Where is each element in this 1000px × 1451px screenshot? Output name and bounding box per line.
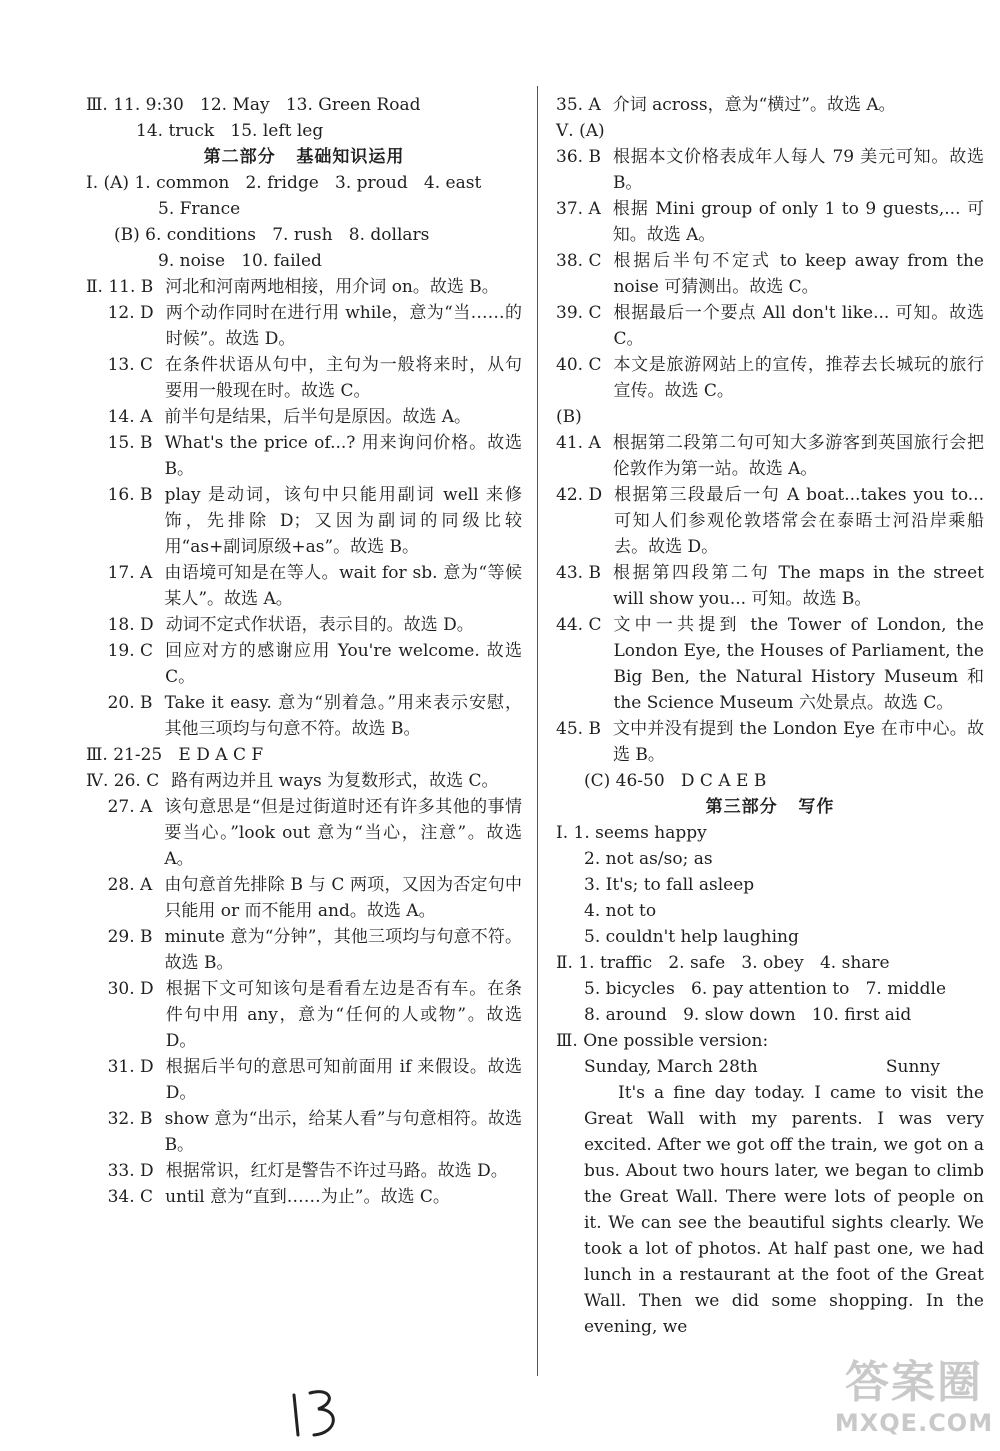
answer-item — [556, 92, 984, 118]
column-divider — [537, 86, 538, 1376]
answer-label: 30. D — [86, 979, 154, 999]
answer-label: 33. D — [86, 1161, 154, 1181]
answer-item — [86, 352, 522, 404]
answer-line: (C) 46-50 D C A E B — [584, 771, 767, 791]
answer-explanation: 本文是旅游网站上的宣传，推荐去长城玩的旅行宣传。故选 C。 — [613, 355, 984, 401]
answer-explanation: minute 意为“分钟”，其他三项均与句意不符。故选 B。 — [164, 927, 522, 973]
diary-date: Sunday, March 28th — [584, 1057, 758, 1077]
answer-item — [556, 716, 984, 768]
answer-item — [556, 482, 984, 560]
answer-explanation: Take it easy. 意为“别着急。”用来表示安慰，其他三项均与句意不符。故选 B。 — [164, 693, 522, 739]
answer-line: (B) — [556, 407, 582, 427]
answer-explanation: 由语境可知是在等人。wait for sb. 意为“等候某人”。故选 A。 — [164, 563, 522, 609]
answer-item — [556, 612, 984, 716]
section-heading: 第三部分 写作 — [705, 797, 835, 817]
answer-label: 42. D — [556, 485, 603, 505]
answer-item — [86, 1054, 522, 1106]
watermark-logo — [834, 1357, 994, 1445]
answer-explanation: 根据第三段最后一句 A boat...takes you to... 可知人们参观伦敦塔常会在泰晤士河沿岸乘船去。故选 D。 — [614, 485, 984, 557]
answer-item — [86, 924, 522, 976]
answer-line: Ⅲ. One possible version: — [556, 1031, 769, 1051]
answer-label: Ⅳ. 26. C — [86, 771, 160, 791]
right-answer-lines — [556, 92, 984, 1054]
answer-explanation: play 是动词，该句中只能用副词 well 来修饰，先排除 D；又因为副词的同级比较用“as+副词原级+as”。故选 B。 — [164, 485, 522, 557]
watermark-line2: MXQE.COM — [834, 1409, 994, 1437]
answer-label: 20. B — [86, 693, 153, 713]
answer-explanation: 该句意思是“但是过街道时还有许多其他的事情要当心。”look out 意为“当心，注意”。故选 A。 — [164, 797, 522, 869]
answer-explanation: 前半句是结果，后半句是原因。故选 A。 — [164, 407, 472, 427]
answer-line: 2. not as/so; as — [584, 849, 713, 869]
answer-explanation: 根据下文可知该句是看看左边是否有车。在条件句中用 any，意为“任何的人或物”。故选 D。 — [165, 979, 522, 1051]
answer-label: 29. B — [86, 927, 153, 947]
handwritten-page-number — [288, 1385, 348, 1441]
answer-label: 13. C — [86, 355, 154, 375]
answer-explanation: 河北和河南两地相接，用介词 on。故选 B。 — [165, 277, 499, 297]
answer-line: 5. France — [158, 199, 241, 219]
answer-item — [556, 560, 984, 612]
answer-line: Ⅴ. (A) — [556, 121, 605, 141]
right-column — [556, 92, 984, 1340]
answer-line: Ⅱ. 1. traffic 2. safe 3. obey 4. share — [556, 953, 890, 973]
answer-label: 17. A — [86, 563, 153, 583]
answer-item — [556, 352, 984, 404]
answer-item — [556, 248, 984, 300]
answer-explanation: 根据第二段第二句可知大多游客到英国旅行会把伦敦作为第一站。故选 A。 — [612, 433, 984, 479]
answer-label: 40. C — [556, 355, 602, 375]
answer-item — [86, 404, 522, 430]
answer-item — [556, 430, 984, 482]
answer-item — [86, 300, 522, 352]
answer-label: 45. B — [556, 719, 601, 739]
answer-explanation: 文中一共提到 the Tower of London, the London Eye, the Houses of Parliament, the Big Ben, the Natural History Museum 和 the Science Museum 六处景点。故选 C。 — [613, 615, 984, 713]
answer-label: 31. D — [86, 1057, 154, 1077]
answer-item — [86, 1106, 522, 1158]
answer-label: 43. B — [556, 563, 601, 583]
answer-label: 35. A — [556, 95, 601, 115]
answer-line: Ⅲ. 11. 9:30 12. May 13. Green Road — [86, 95, 421, 115]
answer-explanation: 根据常识，红灯是警告不许过马路。故选 D。 — [165, 1161, 508, 1181]
answer-line: 4. not to — [584, 901, 657, 921]
answer-explanation: 介词 across，意为“横过”。故选 A。 — [612, 95, 896, 115]
answer-explanation: show 意为“出示，给某人看”与句意相符。故选 B。 — [164, 1109, 522, 1155]
answer-item — [86, 768, 522, 794]
answer-explanation: 根据 Mini group of only 1 to 9 guests,... 可知。故选 A。 — [612, 199, 984, 245]
answer-line: 9. noise 10. failed — [158, 251, 322, 271]
answer-explanation: 由句意首先排除 B 与 C 两项，又因为否定句中只能用 or 而不能用 and。故选 A。 — [164, 875, 522, 921]
answer-label: 34. C — [86, 1187, 154, 1207]
answer-item — [86, 482, 522, 560]
answer-label: 16. B — [86, 485, 153, 505]
left-column — [86, 92, 522, 1210]
diary-weather: Sunny — [885, 1057, 940, 1077]
answer-label: 28. A — [86, 875, 153, 895]
answer-label: 44. C — [556, 615, 602, 635]
answer-item — [556, 196, 984, 248]
answer-explanation: 根据后半句不定式 to keep away from the noise 可猜测出。故选 C。 — [613, 251, 984, 297]
answer-item — [86, 560, 522, 612]
answer-line: 14. truck 15. left leg — [136, 121, 324, 141]
answer-label: 36. B — [556, 147, 601, 167]
answer-explanation: 文中并没有提到 the London Eye 在市中心。故选 B。 — [612, 719, 984, 765]
answer-item — [86, 1158, 522, 1184]
answer-explanation: 根据本文价格表成年人每人 79 美元可知。故选 B。 — [612, 147, 984, 193]
answer-line: 3. It's; to fall asleep — [584, 875, 755, 895]
answer-label: 14. A — [86, 407, 153, 427]
answer-line: 8. around 9. slow down 10. first aid — [584, 1005, 912, 1025]
diary-header — [556, 1054, 984, 1080]
answer-label: 18. D — [86, 615, 154, 635]
answer-item — [86, 638, 522, 690]
section-heading: 第二部分 基础知识运用 — [203, 147, 405, 167]
answer-label: 27. A — [86, 797, 153, 817]
answer-explanation: 根据后半句的意思可知前面用 if 来假设。故选 D。 — [165, 1057, 522, 1103]
answer-explanation: until 意为“直到……为止”。故选 C。 — [165, 1187, 450, 1207]
answer-label: 39. C — [556, 303, 602, 323]
answer-label: 32. B — [86, 1109, 153, 1129]
answer-item — [556, 300, 984, 352]
answer-label: 19. C — [86, 641, 154, 661]
answer-explanation: 根据第四段第二句 The maps in the street will show you... 可知。故选 B。 — [612, 563, 984, 609]
answer-item — [86, 976, 522, 1054]
answer-label: 15. B — [86, 433, 153, 453]
answer-label: Ⅱ. 11. B — [86, 277, 154, 297]
watermark-line1: 答案圈 — [845, 1357, 983, 1408]
answer-item — [86, 690, 522, 742]
answer-item — [556, 144, 984, 196]
answer-line: 5. bicycles 6. pay attention to 7. middle — [584, 979, 947, 999]
answer-explanation: 动词不定式作状语，表示目的。故选 D。 — [165, 615, 474, 635]
answer-line: Ⅰ. (A) 1. common 2. fridge 3. proud 4. east — [86, 173, 482, 193]
answer-explanation: 根据最后一个要点 All don't like... 可知。故选 C。 — [613, 303, 984, 349]
answer-item — [86, 794, 522, 872]
answer-line: (B) 6. conditions 7. rush 8. dollars — [114, 225, 430, 245]
answer-item — [86, 872, 522, 924]
answer-explanation: 路有两边并且 ways 为复数形式，故选 C。 — [171, 771, 499, 791]
answer-explanation: 在条件状语从句中，主句为一般将来时，从句要用一般现在时。故选 C。 — [165, 355, 522, 401]
answer-explanation: 两个动作同时在进行用 while，意为“当……的时候”。故选 D。 — [165, 303, 522, 349]
answer-item — [86, 274, 522, 300]
essay-text: It's a fine day today. I came to visit the Great Wall with my parents. I was very excited. After we got off the train, we got on a bus. About two hours later, we began to climb the Great Wall. There were lots of people on it. We can see the beautiful sights clearly. We took a lot of photos. At half past one, we had lunch in a restaurant at the foot of the Great Wall. Then we did some shopping. In the evening, we — [584, 1083, 984, 1337]
answer-item — [86, 430, 522, 482]
answer-explanation: What's the price of...? 用来询问价格。故选 B。 — [164, 433, 522, 479]
answer-label: 37. A — [556, 199, 601, 219]
answer-line: Ⅲ. 21-25 E D A C F — [86, 745, 264, 765]
answer-explanation: 回应对方的感谢应用 You're welcome. 故选 C。 — [165, 641, 522, 687]
answer-label: 38. C — [556, 251, 602, 271]
answer-item — [86, 612, 522, 638]
answer-line: Ⅰ. 1. seems happy — [556, 823, 707, 843]
answer-label: 12. D — [86, 303, 154, 323]
answer-item — [86, 1184, 522, 1210]
answer-label: 41. A — [556, 433, 601, 453]
answer-line: 5. couldn't help laughing — [584, 927, 799, 947]
